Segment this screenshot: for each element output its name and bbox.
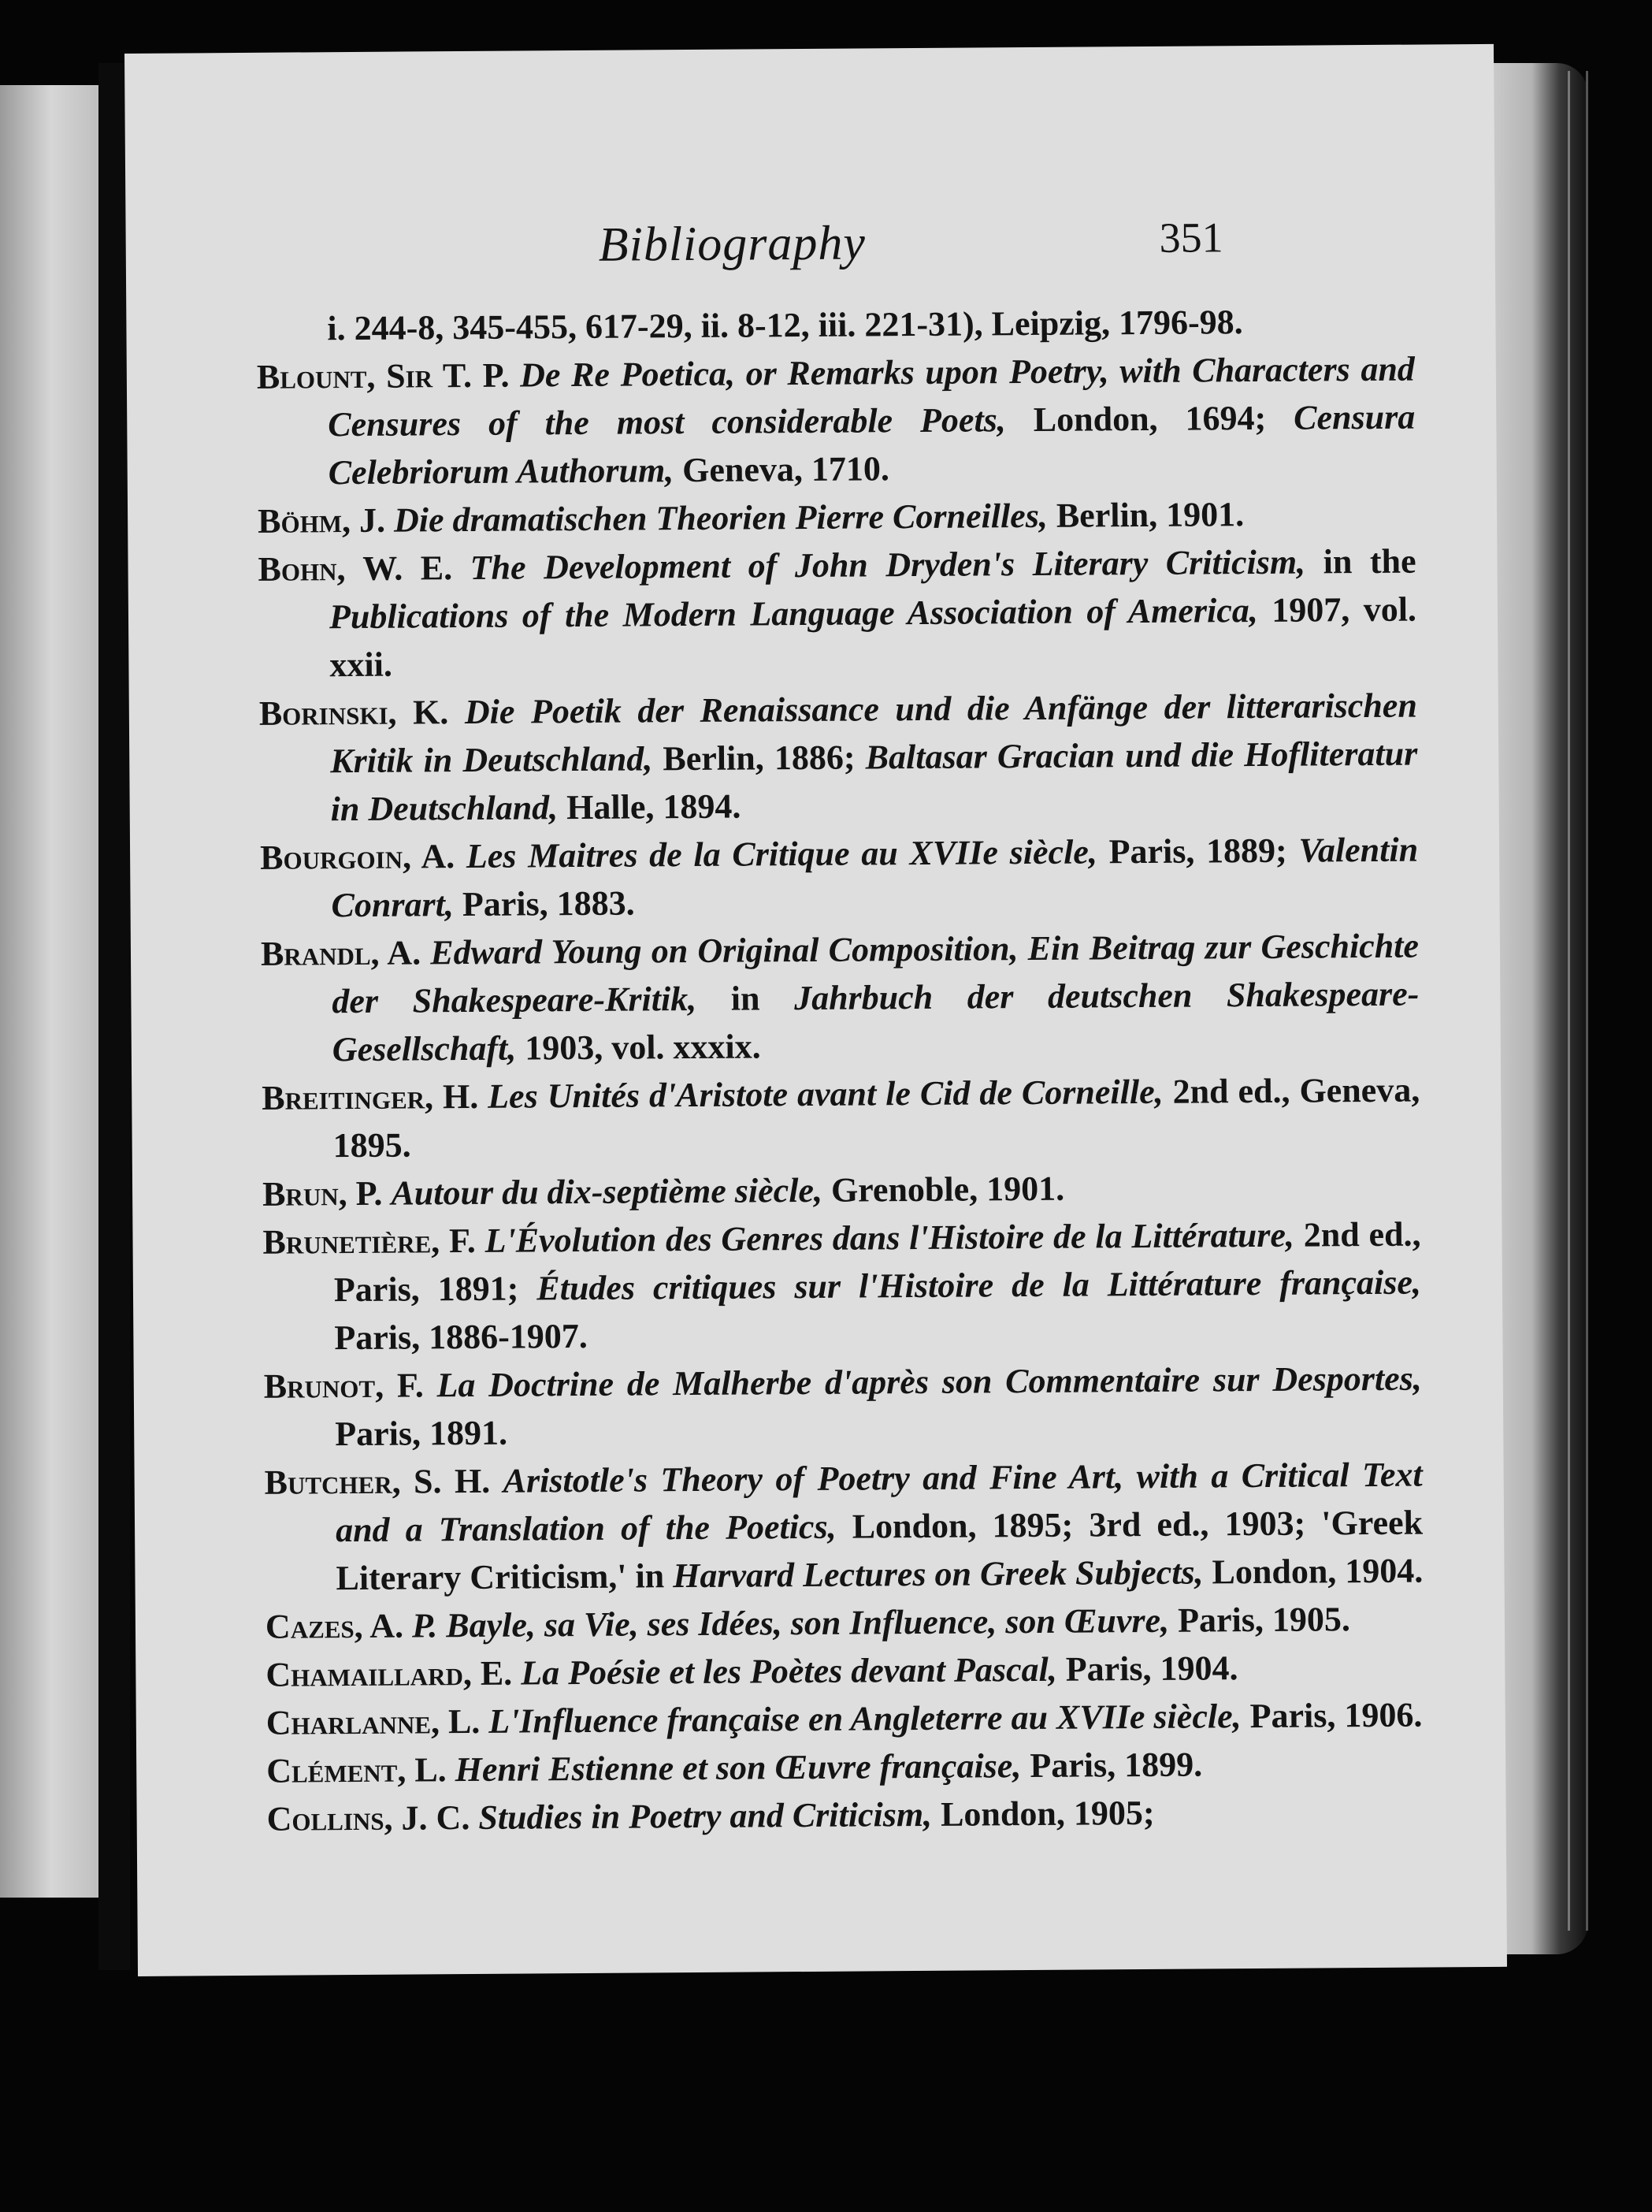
entry-imprint: Paris, 1906. [1241, 1695, 1423, 1736]
bibliography-list [256, 297, 1425, 1843]
entry-author: Borinski, K. [258, 693, 449, 733]
entry-imprint: London, 1905; [931, 1793, 1155, 1834]
entry-imprint: 1903, vol. xxxix. [516, 1027, 761, 1068]
bibliography-entry [266, 1739, 1424, 1795]
entry-title: Publications of the Modern Language Association of America, [329, 590, 1258, 637]
entry-title: L'Influence française en Angleterre au XVIIe siècle, [488, 1697, 1242, 1741]
entry-imprint: Halle, 1894. [558, 786, 741, 827]
entry-imprint: Paris, 1904. [1056, 1649, 1238, 1689]
entry-author: Bourgoin, A. [259, 837, 455, 877]
entry-author: Blount, Sir T. P. [256, 355, 510, 396]
entry-title: Baltasar Gracian und die Hofliteratur in Deutschland, [330, 734, 1418, 829]
entry-author: Breitinger, H. [262, 1076, 479, 1117]
bibliography-entry [258, 489, 1416, 545]
entry-title: Studies in Poetry and Criticism, [478, 1794, 933, 1837]
entry-title: Autour du dix-septième siècle, [391, 1170, 823, 1213]
entry-imprint: 1907, vol. xxii. [329, 589, 1417, 685]
entry-title: Censura Celebriorum Authorum, [328, 397, 1416, 493]
entry-imprint: 2nd ed., Geneva, 1895. [332, 1070, 1420, 1165]
bibliography-entry [256, 297, 1414, 353]
entry-imprint: Berlin, 1886; [652, 738, 866, 779]
entry-imprint: Paris, 1886-1907. [334, 1316, 588, 1358]
entry-author: Charlanne, L. [265, 1701, 481, 1742]
entry-imprint: Paris, 1905. [1168, 1600, 1351, 1640]
bibliography-entry [262, 1210, 1421, 1363]
book-page [124, 44, 1507, 1976]
entry-author: Brunetière, F. [262, 1221, 476, 1262]
bibliography-entry [257, 345, 1416, 497]
entry-title: Harvard Lectures on Greek Subjects, [673, 1552, 1204, 1596]
entry-title: La Doctrine de Malherbe d'après son Commentaire sur Desportes, [436, 1359, 1422, 1405]
entry-imprint: Paris, 1891. [335, 1413, 508, 1454]
entry-imprint: Berlin, 1901. [1047, 495, 1245, 535]
entry-imprint: Geneva, 1710. [674, 449, 890, 490]
entry-imprint: in the [1305, 541, 1416, 582]
entry-imprint: London, 1895; 3rd ed., 1903; 'Greek Literary Criticism,' in [336, 1503, 1424, 1598]
entry-title: Edward Young on Original Composition, Ein Beitrag zur Geschichte der Shakespeare-Kritik, [332, 926, 1420, 1021]
bibliography-entry [264, 1451, 1423, 1603]
bibliography-entry [259, 682, 1418, 834]
entry-imprint: in [696, 979, 795, 1018]
bibliography-entry [258, 537, 1416, 690]
page-header [125, 211, 1495, 284]
entry-imprint: Grenoble, 1901. [822, 1169, 1065, 1210]
entry-title: L'Évolution des Genres dans l'Histoire de la Littérature, [484, 1215, 1295, 1260]
bibliography-entry [266, 1787, 1424, 1843]
bibliography-entry [264, 1355, 1423, 1459]
entry-title: Valentin Conrart, [331, 830, 1419, 925]
entry-imprint: 2nd ed., Paris, 1891; [333, 1214, 1421, 1310]
entry-author: Collins, J. C. [266, 1797, 470, 1838]
entry-title: Henri Estienne et son Œuvre française, [455, 1746, 1022, 1790]
entry-author: Butcher, S. H. [264, 1461, 491, 1502]
entry-imprint: London, 1904. [1203, 1551, 1424, 1592]
bibliography-entry [261, 922, 1420, 1074]
bibliography-entry [262, 1162, 1420, 1218]
bibliography-entry [265, 1643, 1424, 1699]
entry-title: Les Maitres de la Critique au XVIIe siècle, [466, 832, 1098, 876]
entry-author: Chamaillard, E. [265, 1653, 513, 1694]
entry-author: Böhm, J. [257, 500, 386, 541]
page-number: 351 [1159, 214, 1223, 262]
entry-author: Bohn, W. E. [258, 548, 453, 589]
entry-title: Les Unités d'Aristote avant le Cid de Corneille, [488, 1072, 1164, 1116]
entry-author: Clément, L. [266, 1750, 447, 1790]
bibliography-entry [260, 826, 1419, 930]
entry-title: The Development of John Dryden's Literary Criticism, [470, 542, 1306, 587]
left-page-edge [0, 85, 102, 1898]
bibliography-entry [262, 1066, 1420, 1170]
page-edge-lines [1568, 71, 1588, 1931]
entry-title: Aristotle's Theory of Poetry and Fine Art, with a Critical Text and a Translation of the Poetics, [335, 1455, 1423, 1550]
entry-imprint: Paris, 1889; [1097, 831, 1299, 872]
book-gutter [98, 63, 130, 1970]
entry-imprint: Paris, 1899. [1021, 1745, 1203, 1786]
entry-title: Die Poetik der Renaissance und die Anfänge der litterarischen Kritik in Deutschland, [330, 686, 1418, 781]
bibliography-entry [266, 1691, 1424, 1747]
entry-title: De Re Poetica, or Remarks upon Poetry, with Characters and Censures of the most considerable Poets, [328, 349, 1416, 444]
entry-title: Jahrbuch der deutschen Shakespeare-Gesellschaft, [332, 974, 1420, 1069]
entry-imprint: London, 1694; [1005, 398, 1294, 440]
entry-title: Études critiques sur l'Histoire de la Littérature française, [536, 1262, 1422, 1308]
entry-author: Brunot, F. [263, 1366, 424, 1406]
entry-imprint: i. 244-8, 345-455, 617-29, ii. 8-12, iii. 221-31), Leipzig, 1796-98. [327, 303, 1243, 348]
entry-author: Cazes, A. [265, 1606, 404, 1646]
entry-imprint: Paris, 1883. [453, 883, 635, 924]
entry-title: La Poésie et les Poètes devant Pascal, [521, 1649, 1057, 1693]
entry-author: Brun, P. [262, 1173, 383, 1214]
entry-title: Die dramatischen Theorien Pierre Corneilles, [393, 496, 1049, 540]
bibliography-entry [265, 1595, 1424, 1651]
running-head: Bibliography [598, 216, 867, 272]
entry-author: Brandl, A. [260, 933, 421, 973]
entry-title: P. Bayle, sa Vie, ses Idées, son Influence, son Œuvre, [411, 1600, 1170, 1645]
